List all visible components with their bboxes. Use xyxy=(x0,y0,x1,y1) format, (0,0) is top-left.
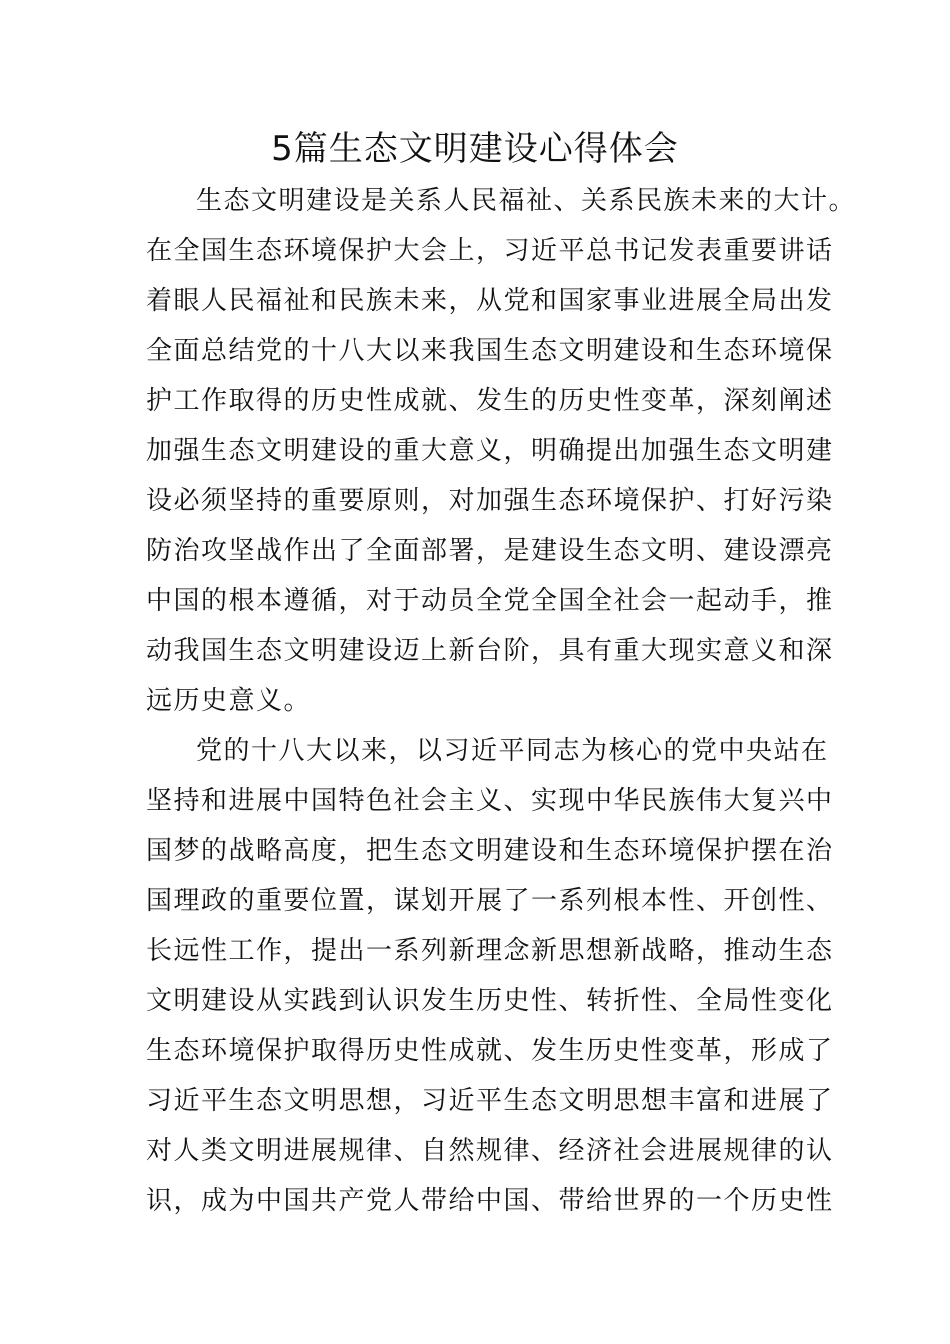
paragraph-line: 生态环境保护取得历史性成就、发生历史性变革，形成了 xyxy=(146,1036,834,1066)
paragraph-line: 护工作取得的历史性成就、发生的历史性变革，深刻阐述 xyxy=(146,386,834,416)
paragraph-line: 长远性工作，提出一系列新理念新思想新战略，推动生态 xyxy=(146,936,834,966)
paragraph-line: 远历史意义。 xyxy=(146,686,312,716)
paragraph-line: 党的十八大以来，以习近平同志为核心的党中央站在 xyxy=(196,736,829,766)
paragraph-line: 防治攻坚战作出了全面部署，是建设生态文明、建设漂亮 xyxy=(146,536,834,566)
paragraph-line: 国理政的重要位置，谋划开展了一系列根本性、开创性、 xyxy=(146,886,834,916)
paragraph-line: 加强生态文明建设的重大意义，明确提出加强生态文明建 xyxy=(146,436,834,466)
paragraph-line: 文明建设从实践到认识发生历史性、转折性、全局性变化 xyxy=(146,986,834,1016)
paragraph-1 xyxy=(146,176,857,726)
paragraph-line: 对人类文明进展规律、自然规律、经济社会进展规律的认 xyxy=(146,1136,834,1166)
paragraph-line: 国梦的战略高度，把生态文明建设和生态环境保护摆在治 xyxy=(146,836,834,866)
paragraph-line: 着眼人民福祉和民族未来，从党和国家事业进展全局出发 xyxy=(146,286,834,316)
paragraph-2 xyxy=(146,726,834,1226)
paragraph-line: 全面总结党的十八大以来我国生态文明建设和生态环境保 xyxy=(146,336,834,366)
paragraph-line: 习近平生态文明思想，习近平生态文明思想丰富和进展了 xyxy=(146,1086,834,1116)
paragraph-line: 生态文明建设是关系人民福祉、关系民族未来的大计。 xyxy=(196,186,857,216)
document-body xyxy=(146,176,857,1226)
paragraph-line: 中国的根本遵循，对于动员全党全国全社会一起动手，推 xyxy=(146,586,834,616)
paragraph-line: 动我国生态文明建设迈上新台阶，具有重大现实意义和深 xyxy=(146,636,834,666)
paragraph-line: 坚持和进展中国特色社会主义、实现中华民族伟大复兴中 xyxy=(146,786,834,816)
paragraph-line: 设必须坚持的重要原则，对加强生态环境保护、打好污染 xyxy=(146,486,834,516)
paragraph-line: 在全国生态环境保护大会上，习近平总书记发表重要讲话 xyxy=(146,236,834,266)
paragraph-line: 识，成为中国共产党人带给中国、带给世界的一个历史性 xyxy=(146,1186,834,1216)
document-title: 5篇生态文明建设心得体会 xyxy=(271,129,679,169)
